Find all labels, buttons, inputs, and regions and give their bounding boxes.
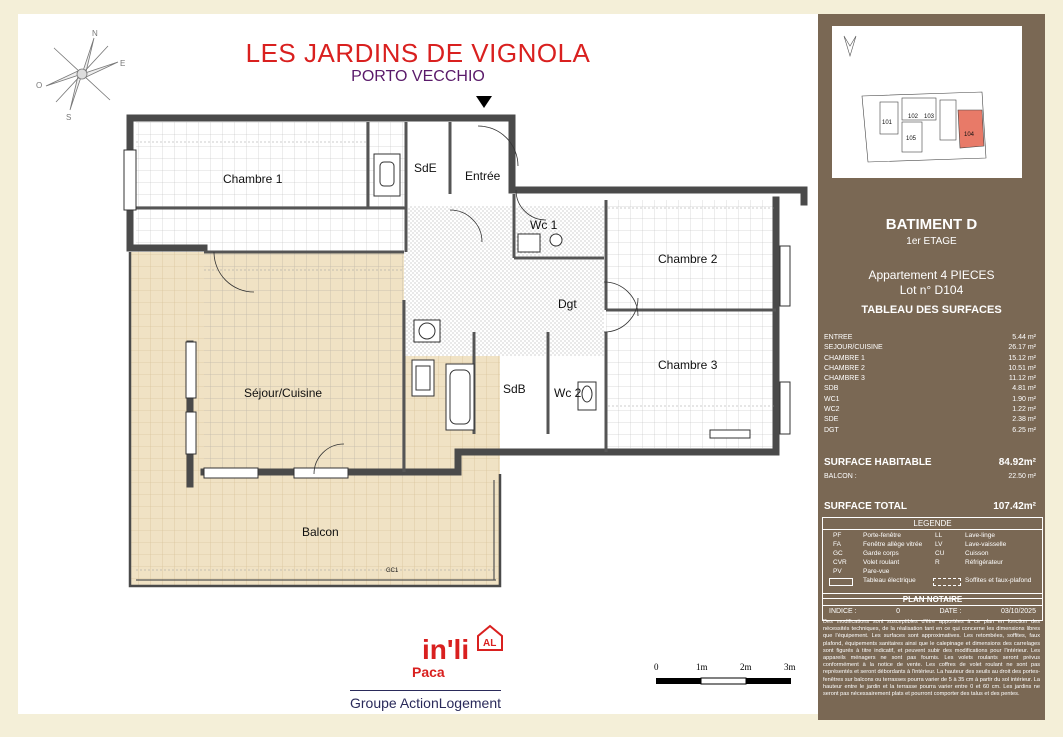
electrical-panel-icon [829, 578, 853, 586]
svg-text:104: 104 [964, 132, 975, 138]
key-plan [832, 26, 1022, 178]
surface-row: ENTREE 5.44 m² [824, 334, 1036, 341]
surface-habitable: SURFACE HABITABLE 84.92m² [824, 457, 1036, 468]
house-badge-icon [476, 624, 504, 652]
legend-row: GC Garde corps CU Cuisson [833, 550, 989, 557]
floor-label: 1er ETAGE [906, 236, 957, 247]
room-label-wc-1: Wc 1 [530, 218, 558, 232]
room-label-balcon: Balcon [302, 525, 339, 539]
svg-text:S: S [66, 113, 72, 122]
surfaces-table-title: TABLEAU DES SURFACES [861, 304, 1002, 316]
legend-row: FA Fenêtre allège vitrée LV Lave-vaisselle [833, 541, 1007, 548]
surface-row: DGT 6.25 m² [824, 426, 1036, 434]
surface-row: CHAMBRE 3 11.12 m² [824, 375, 1036, 383]
room-label-dgt: Dgt [558, 297, 577, 311]
surface-row: WC1 1.90 m² [824, 395, 1036, 403]
soffit-icon [933, 578, 961, 586]
svg-text:E: E [120, 59, 126, 68]
indice-label: INDICE : [829, 608, 857, 615]
room-label-sejour-cuisine: Séjour/Cuisine [244, 386, 323, 400]
logo-region: Paca [412, 664, 445, 680]
svg-text:AL: AL [483, 638, 497, 649]
surface-total: SURFACE TOTAL 107.42m² [824, 501, 1036, 512]
room-label-sdb: SdB [503, 382, 526, 396]
surface-row: SEJOUR/CUISINE 26.17 m² [824, 344, 1036, 352]
surface-row: CHAMBRE 2 10.51 m² [824, 364, 1036, 372]
inli-logo [350, 622, 520, 717]
svg-text:101: 101 [882, 120, 893, 126]
legend-row: Tableau électrique Soffites et faux-plafond [823, 577, 1042, 586]
notaire-title: PLAN NOTAIRE [823, 594, 1042, 606]
room-label-chambre-2: Chambre 2 [658, 252, 718, 266]
legend-title: LEGENDE [823, 518, 1042, 530]
room-label-sde: SdE [414, 161, 437, 175]
room-label-chambre-3: Chambre 3 [658, 358, 718, 372]
legend-row: PV Pare-vue [833, 568, 890, 575]
legend-row: CVR Volet roulant R Réfrigérateur [833, 559, 1003, 566]
room-label-wc-2: Wc 2 [554, 386, 582, 400]
room-label-entree: Entrée [465, 169, 501, 183]
surface-row: CHAMBRE 1 15.12 m² [824, 354, 1036, 362]
surface-row: WC2 1.22 m² [824, 406, 1036, 414]
svg-text:103: 103 [924, 114, 935, 120]
surfaces-table [824, 334, 1036, 437]
svg-text:N: N [92, 29, 98, 38]
notaire-box [822, 593, 1043, 621]
apartment-type: Appartement 4 PIECES [868, 268, 995, 282]
surface-row: SDE 2.38 m² [824, 416, 1036, 424]
scale-bar: 0 1m 2m 3m [654, 662, 814, 702]
svg-text:102: 102 [908, 114, 919, 120]
logo-brand: in'li [422, 634, 470, 665]
plan-sheet [18, 14, 818, 714]
legend-row: PF Porte-fenêtre LL Lave-linge [833, 532, 995, 539]
info-panel [818, 14, 1045, 720]
disclaimer-notes: Des modifications sont susceptibles d'être apportées à ce plan en fonction des nécessités techniques, de la réalisation tant en ce qui concerne les dimensions libres que l'équipement. Les surfaces sont approximatives. Les retombées, soffites, faux plafond, équipements sanitaires ainsi que le calepinage et dimensions des carrelages sont figurés à titre indicatif, et peuvent subir des modifications pour l'intérieur. Les appareils ménagers ne sont pas fournis. Les volets roulants seront prévus conformément à la notice de vente. Les coffres de volet roulant ne sont pas représentés et seront débordants à l'intérieur. La hauteur des seuils au droit des portes-fenêtres sur balcons ou terrasses pourra varier de 5 à 35 cm à partir du sol intérieur. La hauteur entre le jardin et la terrasse pourra varier entre 0 et 60 cm. Les jardins ne seront pas nécessairement plats et pourront comporter des talus et des pentes. [823, 619, 1040, 698]
page-title: LES JARDINS DE VIGNOLA [245, 38, 591, 68]
building-name: BATIMENT D [885, 216, 978, 233]
logo-group: Groupe ActionLogement [350, 690, 501, 711]
date-value: 03/10/2025 [1000, 608, 1036, 615]
room-label-chambre-1: Chambre 1 [223, 172, 283, 186]
railing-mark: GC1 [386, 568, 399, 574]
lot-number: Lot n° D104 [899, 283, 964, 297]
legend-box [822, 517, 1043, 599]
svg-text:O: O [36, 81, 43, 90]
date-label: DATE : [939, 608, 962, 615]
svg-text:105: 105 [906, 136, 917, 142]
surface-row: SDB 4.81 m² [824, 385, 1036, 393]
balcony-surface: BALCON : 22.50 m² [824, 473, 1036, 480]
page-subtitle: PORTO VECCHIO [351, 68, 485, 85]
indice-value: 0 [896, 608, 900, 615]
